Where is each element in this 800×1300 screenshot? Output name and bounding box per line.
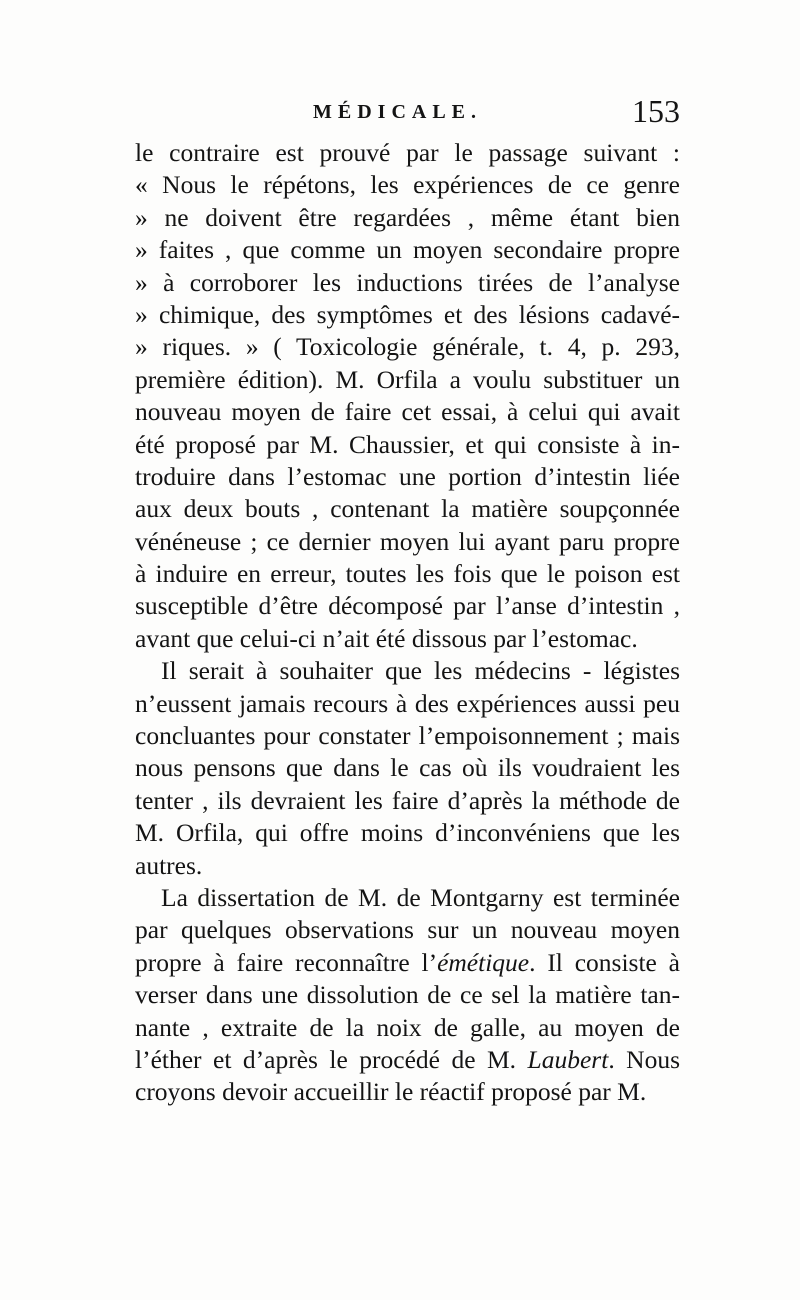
- text-line: » chimique, des symptômes et des lésions cadavé-: [135, 299, 680, 329]
- text-line: nous pensons que dans le cas où ils voudraient les: [135, 753, 680, 783]
- running-title: MÉDICALE.: [313, 101, 483, 123]
- text-segment: . Nous: [608, 1044, 681, 1074]
- text-line: concluantes pour constater l’empoisonnement ; mais: [135, 721, 680, 751]
- text-line: susceptible d’être décomposé par l’anse d’intestin ,: [135, 591, 680, 621]
- text-segment: l’éther et d’après le procédé de M.: [135, 1044, 528, 1074]
- text-line: première édition). M. Orfila a voulu substituer un: [135, 364, 680, 394]
- page-number: 153: [632, 93, 680, 129]
- text-line: » à corroborer les inductions tirées de l’analyse: [135, 267, 680, 297]
- text-line: aux deux bouts , contenant la matière soupçonnée: [135, 494, 680, 524]
- text-line: verser dans une dissolution de ce sel la matière tan-: [135, 980, 680, 1010]
- text-line: troduire dans l’estomac une portion d’intestin liée: [135, 461, 680, 491]
- text-line: le contraire est prouvé par le passage suivant :: [135, 138, 680, 167]
- page-header: [135, 93, 680, 137]
- text-line: Il serait à souhaiter que les médecins - légistes: [161, 656, 680, 686]
- text-line: autres.: [135, 850, 203, 880]
- text-line: par quelques observations sur un nouveau moyen: [135, 915, 680, 945]
- text-line: été proposé par M. Chaussier, et qui consiste à in-: [135, 429, 680, 459]
- text-segment: propre à faire reconnaître l’: [135, 947, 438, 977]
- italic-term: émétique: [437, 947, 530, 977]
- text-line: avant que celui-ci n’ait été dissous par l’estomac.: [135, 623, 638, 653]
- text-line: n’eussent jamais recours à des expériences aussi peu: [135, 688, 680, 718]
- text-line: » ne doivent être regardées , même étant bien: [135, 202, 680, 232]
- text-line: La dissertation de M. de Montgarny est terminée: [161, 882, 680, 912]
- body-text: [135, 137, 680, 1109]
- text-line: nante , extraite de la noix de galle, au moyen de: [135, 1012, 680, 1042]
- text-line: à induire en erreur, toutes les fois que le poison est: [135, 559, 680, 589]
- text-line: » riques. » ( Toxicologie générale, t. 4, p. 293,: [135, 332, 680, 362]
- text-line: M. Orfila, qui offre moins d’inconvéniens que les: [135, 818, 680, 848]
- text-line: vénéneuse ; ce dernier moyen lui ayant paru propre: [135, 526, 680, 556]
- italic-name: Laubert: [527, 1044, 609, 1074]
- text-line: [135, 1044, 680, 1076]
- text-line: croyons devoir accueillir le réactif proposé par M.: [135, 1077, 647, 1107]
- text-segment: . Il consiste à: [529, 947, 680, 977]
- text-line: [135, 947, 680, 979]
- text-line: « Nous le répétons, les expériences de ce genre: [135, 170, 680, 200]
- text-line: » faites , que comme un moyen secondaire propre: [135, 235, 680, 265]
- text-line: nouveau moyen de faire cet essai, à celui qui avait: [135, 397, 680, 427]
- text-line: tenter , ils devraient les faire d’après la méthode de: [135, 785, 680, 815]
